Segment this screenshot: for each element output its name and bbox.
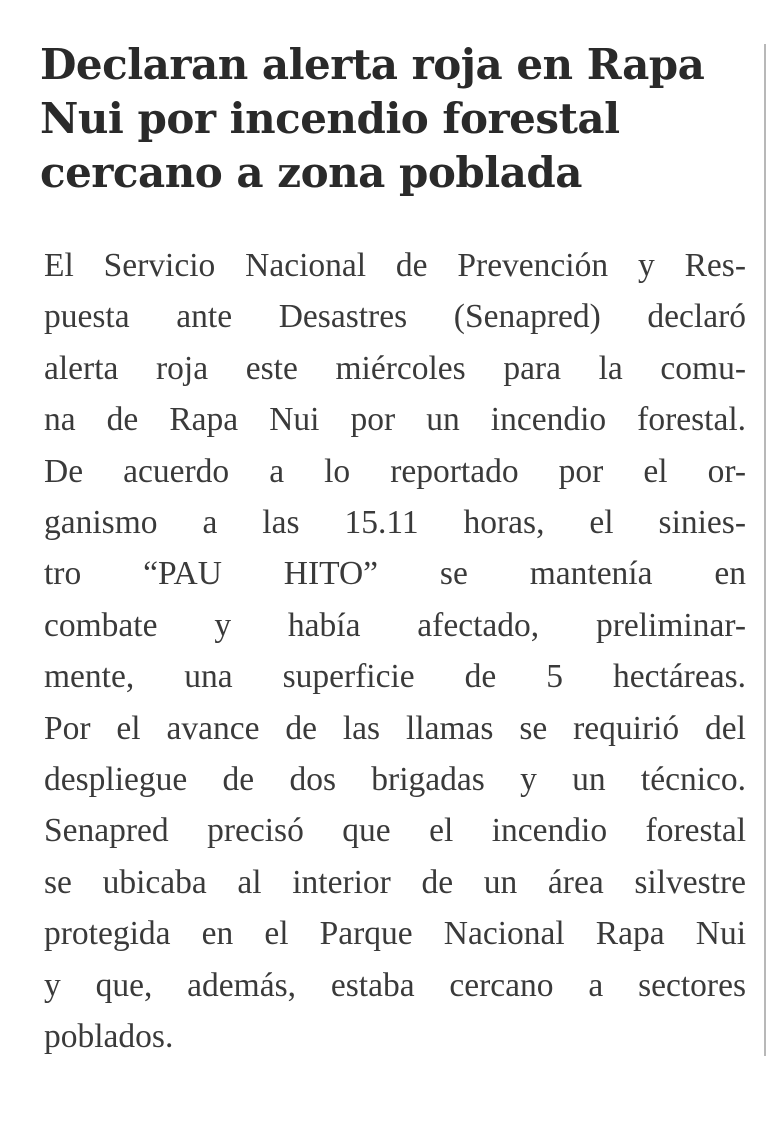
body-line: combate y había afectado, preliminar-	[44, 606, 746, 644]
headline	[40, 38, 740, 200]
body-line: y que, además, estaba cercano a sectores	[44, 966, 746, 1004]
body-line: despliegue de dos brigadas y un técnico.	[44, 761, 746, 799]
column-divider	[764, 44, 766, 1056]
body-line: Senapred precisó que el incendio forestal	[44, 812, 746, 850]
headline-line: Declaran alerta roja en Rapa	[40, 40, 705, 89]
headline-line: cercano a zona poblada	[40, 148, 582, 197]
body-line: se ubicaba al interior de un área silvestre	[44, 863, 746, 901]
headline-line: Nui por incendio forestal	[40, 94, 620, 143]
body-line: tro “PAU HITO” se mantenía en	[44, 555, 746, 593]
body-line: na de Rapa Nui por un incendio forestal.	[44, 401, 746, 439]
body-line: puesta ante Desastres (Senapred) declaró	[44, 298, 746, 336]
body-line: mente, una superficie de 5 hectáreas.	[44, 658, 746, 696]
body-line: Por el avance de las llamas se requirió del	[44, 709, 746, 747]
body-line: De acuerdo a lo reportado por el or-	[44, 452, 746, 490]
body-line: poblados.	[44, 1018, 174, 1056]
body-line: El Servicio Nacional de Prevención y Res-	[44, 247, 746, 284]
body-line: ganismo a las 15.11 horas, el sinies-	[44, 504, 746, 542]
body-line: protegida en el Parque Nacional Rapa Nui	[44, 915, 746, 953]
article-body	[44, 240, 746, 1063]
body-line: alerta roja este miércoles para la comu-	[44, 349, 746, 387]
